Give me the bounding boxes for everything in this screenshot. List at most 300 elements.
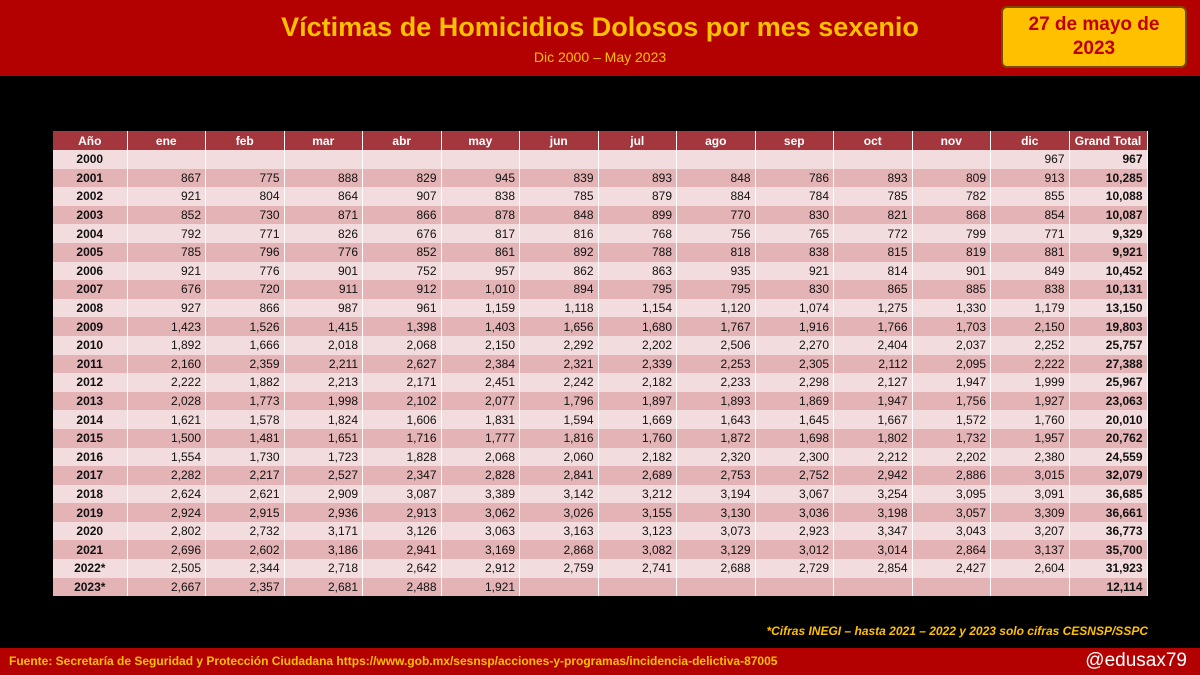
- year-cell: 2007: [53, 280, 127, 299]
- total-cell: 27,388: [1069, 355, 1147, 374]
- month-cell: 885: [912, 280, 991, 299]
- month-cell: 2,688: [677, 559, 756, 578]
- month-cell: 3,014: [834, 540, 913, 559]
- total-cell: 10,088: [1069, 187, 1147, 206]
- month-cell: 3,186: [284, 540, 363, 559]
- month-cell: 786: [755, 169, 834, 188]
- month-cell: 676: [127, 280, 206, 299]
- table-row: [53, 485, 1147, 504]
- month-cell: [284, 150, 363, 169]
- year-cell: 2021: [53, 540, 127, 559]
- month-cell: 2,282: [127, 466, 206, 485]
- table-row: [53, 243, 1147, 262]
- month-cell: 1,760: [598, 429, 677, 448]
- total-cell: 13,150: [1069, 299, 1147, 318]
- month-cell: 1,554: [127, 448, 206, 467]
- month-cell: 884: [677, 187, 756, 206]
- month-cell: 912: [363, 280, 442, 299]
- month-cell: 863: [598, 262, 677, 281]
- total-cell: 967: [1069, 150, 1147, 169]
- month-cell: 2,270: [755, 336, 834, 355]
- month-cell: 815: [834, 243, 913, 262]
- month-cell: [127, 150, 206, 169]
- column-header: ago: [677, 131, 756, 150]
- month-cell: 888: [284, 169, 363, 188]
- month-cell: 2,222: [127, 373, 206, 392]
- source-text: Fuente: Secretaría de Seguridad y Protección Ciudadana https://www.gob.mx/sesnsp/acciones-y-programas/incidencia-delictiva-87005: [9, 654, 778, 668]
- month-cell: 2,018: [284, 336, 363, 355]
- month-cell: 772: [834, 224, 913, 243]
- year-cell: 2011: [53, 355, 127, 374]
- month-cell: 867: [127, 169, 206, 188]
- month-cell: 3,129: [677, 540, 756, 559]
- table-row: [53, 392, 1147, 411]
- month-cell: 799: [912, 224, 991, 243]
- month-cell: 818: [677, 243, 756, 262]
- month-cell: 1,621: [127, 410, 206, 429]
- month-cell: 2,150: [991, 317, 1070, 336]
- month-cell: 2,127: [834, 373, 913, 392]
- year-cell: 2017: [53, 466, 127, 485]
- month-cell: 2,217: [206, 466, 285, 485]
- year-cell: 2009: [53, 317, 127, 336]
- month-cell: 2,604: [991, 559, 1070, 578]
- total-cell: 10,452: [1069, 262, 1147, 281]
- month-cell: 878: [441, 206, 520, 225]
- month-cell: 785: [520, 187, 599, 206]
- month-cell: 1,656: [520, 317, 599, 336]
- month-cell: 2,212: [834, 448, 913, 467]
- year-cell: 2023*: [53, 578, 127, 597]
- month-cell: 1,594: [520, 410, 599, 429]
- month-cell: 1,831: [441, 410, 520, 429]
- month-cell: 809: [912, 169, 991, 188]
- month-cell: 852: [127, 206, 206, 225]
- month-cell: 2,095: [912, 355, 991, 374]
- month-cell: 3,389: [441, 485, 520, 504]
- month-cell: 899: [598, 206, 677, 225]
- month-cell: 3,026: [520, 503, 599, 522]
- month-cell: 1,398: [363, 317, 442, 336]
- month-cell: 2,802: [127, 522, 206, 541]
- year-cell: 2013: [53, 392, 127, 411]
- month-cell: 1,526: [206, 317, 285, 336]
- month-cell: 921: [755, 262, 834, 281]
- table-row: [53, 540, 1147, 559]
- month-cell: [441, 150, 520, 169]
- year-cell: 2003: [53, 206, 127, 225]
- total-cell: 35,700: [1069, 540, 1147, 559]
- month-cell: 1,606: [363, 410, 442, 429]
- date-badge: 27 de mayo de 2023: [1001, 6, 1187, 68]
- month-cell: 771: [991, 224, 1070, 243]
- month-cell: 1,921: [441, 578, 520, 597]
- month-cell: 2,298: [755, 373, 834, 392]
- month-cell: 893: [598, 169, 677, 188]
- month-cell: 852: [363, 243, 442, 262]
- table-row: [53, 299, 1147, 318]
- data-note: *Cifras INEGI – hasta 2021 – 2022 y 2023 solo cifras CESNSP/SSPC: [766, 624, 1148, 638]
- month-cell: 821: [834, 206, 913, 225]
- month-cell: 2,696: [127, 540, 206, 559]
- total-cell: 23,063: [1069, 392, 1147, 411]
- month-cell: 2,357: [206, 578, 285, 597]
- month-cell: 2,681: [284, 578, 363, 597]
- month-cell: 730: [206, 206, 285, 225]
- month-cell: 829: [363, 169, 442, 188]
- month-cell: 2,222: [991, 355, 1070, 374]
- table-row: [53, 355, 1147, 374]
- month-cell: 2,924: [127, 503, 206, 522]
- total-cell: 36,661: [1069, 503, 1147, 522]
- table-row: [53, 373, 1147, 392]
- month-cell: 2,068: [441, 448, 520, 467]
- month-cell: 861: [441, 243, 520, 262]
- month-cell: 1,572: [912, 410, 991, 429]
- month-cell: 804: [206, 187, 285, 206]
- month-cell: 1,760: [991, 410, 1070, 429]
- month-cell: 2,718: [284, 559, 363, 578]
- month-cell: 3,130: [677, 503, 756, 522]
- month-cell: 720: [206, 280, 285, 299]
- column-header: Año: [53, 131, 127, 150]
- month-cell: 3,067: [755, 485, 834, 504]
- table-row: [53, 280, 1147, 299]
- month-cell: 3,163: [520, 522, 599, 541]
- month-cell: 775: [206, 169, 285, 188]
- month-cell: 795: [598, 280, 677, 299]
- month-cell: 2,028: [127, 392, 206, 411]
- month-cell: 1,403: [441, 317, 520, 336]
- month-cell: 2,752: [755, 466, 834, 485]
- month-cell: 881: [991, 243, 1070, 262]
- month-cell: 1,828: [363, 448, 442, 467]
- month-cell: 2,102: [363, 392, 442, 411]
- year-cell: 2004: [53, 224, 127, 243]
- column-header: mar: [284, 131, 363, 150]
- month-cell: 3,057: [912, 503, 991, 522]
- month-cell: 2,942: [834, 466, 913, 485]
- month-cell: [206, 150, 285, 169]
- year-cell: 2022*: [53, 559, 127, 578]
- month-cell: 2,404: [834, 336, 913, 355]
- table-body: [53, 150, 1147, 596]
- month-cell: 1,816: [520, 429, 599, 448]
- month-cell: 2,451: [441, 373, 520, 392]
- month-cell: 2,359: [206, 355, 285, 374]
- month-cell: 1,423: [127, 317, 206, 336]
- year-cell: 2020: [53, 522, 127, 541]
- month-cell: [520, 578, 599, 597]
- month-cell: 1,415: [284, 317, 363, 336]
- table-header-row: [53, 131, 1147, 150]
- column-header: nov: [912, 131, 991, 150]
- year-cell: 2018: [53, 485, 127, 504]
- year-cell: 2016: [53, 448, 127, 467]
- month-cell: 864: [284, 187, 363, 206]
- year-cell: 2001: [53, 169, 127, 188]
- month-cell: 1,010: [441, 280, 520, 299]
- month-cell: [677, 578, 756, 597]
- month-cell: 2,171: [363, 373, 442, 392]
- month-cell: 1,481: [206, 429, 285, 448]
- month-cell: 2,253: [677, 355, 756, 374]
- month-cell: 1,330: [912, 299, 991, 318]
- month-cell: 2,339: [598, 355, 677, 374]
- total-cell: 10,285: [1069, 169, 1147, 188]
- month-cell: 866: [206, 299, 285, 318]
- month-cell: 1,947: [912, 373, 991, 392]
- month-cell: 2,689: [598, 466, 677, 485]
- column-header: may: [441, 131, 520, 150]
- month-cell: 2,211: [284, 355, 363, 374]
- total-cell: 10,087: [1069, 206, 1147, 225]
- month-cell: 2,627: [363, 355, 442, 374]
- year-cell: 2002: [53, 187, 127, 206]
- month-cell: 765: [755, 224, 834, 243]
- footer-bar: [0, 648, 1200, 675]
- month-cell: 3,126: [363, 522, 442, 541]
- month-cell: 1,893: [677, 392, 756, 411]
- month-cell: 1,916: [755, 317, 834, 336]
- month-cell: 967: [991, 150, 1070, 169]
- month-cell: 785: [127, 243, 206, 262]
- month-cell: 862: [520, 262, 599, 281]
- month-cell: 894: [520, 280, 599, 299]
- month-cell: 2,320: [677, 448, 756, 467]
- month-cell: [991, 578, 1070, 597]
- month-cell: 2,384: [441, 355, 520, 374]
- month-cell: 816: [520, 224, 599, 243]
- month-cell: 2,344: [206, 559, 285, 578]
- month-cell: 2,828: [441, 466, 520, 485]
- month-cell: 935: [677, 262, 756, 281]
- month-cell: 913: [991, 169, 1070, 188]
- month-cell: 1,732: [912, 429, 991, 448]
- month-cell: 2,213: [284, 373, 363, 392]
- month-cell: 2,915: [206, 503, 285, 522]
- month-cell: 1,669: [598, 410, 677, 429]
- month-cell: 2,300: [755, 448, 834, 467]
- month-cell: 1,643: [677, 410, 756, 429]
- month-cell: 3,198: [834, 503, 913, 522]
- month-cell: 1,645: [755, 410, 834, 429]
- month-cell: 866: [363, 206, 442, 225]
- month-cell: 2,202: [912, 448, 991, 467]
- table-row: [53, 317, 1147, 336]
- month-cell: [598, 150, 677, 169]
- month-cell: 1,118: [520, 299, 599, 318]
- month-cell: 3,309: [991, 503, 1070, 522]
- month-cell: 3,082: [598, 540, 677, 559]
- month-cell: 1,275: [834, 299, 913, 318]
- month-cell: 3,015: [991, 466, 1070, 485]
- month-cell: [834, 150, 913, 169]
- month-cell: 1,824: [284, 410, 363, 429]
- twitter-handle: @edusax79: [1085, 650, 1187, 671]
- total-cell: 12,114: [1069, 578, 1147, 597]
- table-row: [53, 150, 1147, 169]
- month-cell: 1,872: [677, 429, 756, 448]
- month-cell: 2,729: [755, 559, 834, 578]
- table-row: [53, 224, 1147, 243]
- column-header: jul: [598, 131, 677, 150]
- month-cell: 2,112: [834, 355, 913, 374]
- month-cell: 2,642: [363, 559, 442, 578]
- month-cell: 2,624: [127, 485, 206, 504]
- month-cell: [677, 150, 756, 169]
- month-cell: 2,292: [520, 336, 599, 355]
- month-cell: [755, 150, 834, 169]
- table-row: [53, 206, 1147, 225]
- month-cell: 2,060: [520, 448, 599, 467]
- month-cell: [834, 578, 913, 597]
- month-cell: 1,947: [834, 392, 913, 411]
- month-cell: 1,500: [127, 429, 206, 448]
- column-header: ene: [127, 131, 206, 150]
- month-cell: 3,087: [363, 485, 442, 504]
- table-row: [53, 187, 1147, 206]
- month-cell: 756: [677, 224, 756, 243]
- month-cell: 1,666: [206, 336, 285, 355]
- month-cell: 1,882: [206, 373, 285, 392]
- month-cell: 1,703: [912, 317, 991, 336]
- month-cell: 907: [363, 187, 442, 206]
- month-cell: 1,578: [206, 410, 285, 429]
- total-cell: 32,079: [1069, 466, 1147, 485]
- month-cell: 2,732: [206, 522, 285, 541]
- month-cell: 2,380: [991, 448, 1070, 467]
- month-cell: 839: [520, 169, 599, 188]
- total-cell: 19,803: [1069, 317, 1147, 336]
- month-cell: [520, 150, 599, 169]
- month-cell: 2,347: [363, 466, 442, 485]
- year-cell: 2019: [53, 503, 127, 522]
- month-cell: 893: [834, 169, 913, 188]
- month-cell: 901: [284, 262, 363, 281]
- month-cell: 2,841: [520, 466, 599, 485]
- month-cell: 2,741: [598, 559, 677, 578]
- year-cell: 2010: [53, 336, 127, 355]
- month-cell: 1,159: [441, 299, 520, 318]
- month-cell: 814: [834, 262, 913, 281]
- month-cell: 1,766: [834, 317, 913, 336]
- month-cell: 1,179: [991, 299, 1070, 318]
- month-cell: 3,091: [991, 485, 1070, 504]
- month-cell: 1,716: [363, 429, 442, 448]
- total-cell: 20,010: [1069, 410, 1147, 429]
- table-row: [53, 429, 1147, 448]
- month-cell: 865: [834, 280, 913, 299]
- year-cell: 2000: [53, 150, 127, 169]
- month-cell: 854: [991, 206, 1070, 225]
- month-cell: 2,667: [127, 578, 206, 597]
- month-cell: 3,123: [598, 522, 677, 541]
- month-cell: 3,073: [677, 522, 756, 541]
- month-cell: 768: [598, 224, 677, 243]
- month-cell: 752: [363, 262, 442, 281]
- month-cell: 3,142: [520, 485, 599, 504]
- month-cell: 1,998: [284, 392, 363, 411]
- month-cell: 796: [206, 243, 285, 262]
- month-cell: 911: [284, 280, 363, 299]
- column-header: oct: [834, 131, 913, 150]
- month-cell: 957: [441, 262, 520, 281]
- month-cell: 3,062: [441, 503, 520, 522]
- month-cell: 1,767: [677, 317, 756, 336]
- table-row: [53, 503, 1147, 522]
- month-cell: [912, 150, 991, 169]
- month-cell: 921: [127, 187, 206, 206]
- month-cell: 961: [363, 299, 442, 318]
- month-cell: 788: [598, 243, 677, 262]
- month-cell: 2,427: [912, 559, 991, 578]
- month-cell: 1,927: [991, 392, 1070, 411]
- month-cell: 1,698: [755, 429, 834, 448]
- table-row: [53, 578, 1147, 597]
- year-cell: 2015: [53, 429, 127, 448]
- year-cell: 2012: [53, 373, 127, 392]
- total-cell: 36,685: [1069, 485, 1147, 504]
- column-header: Grand Total: [1069, 131, 1147, 150]
- table-row: [53, 336, 1147, 355]
- month-cell: 1,756: [912, 392, 991, 411]
- month-cell: 892: [520, 243, 599, 262]
- total-cell: 10,131: [1069, 280, 1147, 299]
- month-cell: 2,037: [912, 336, 991, 355]
- month-cell: 1,773: [206, 392, 285, 411]
- month-cell: [363, 150, 442, 169]
- total-cell: 25,967: [1069, 373, 1147, 392]
- month-cell: 3,095: [912, 485, 991, 504]
- month-cell: 826: [284, 224, 363, 243]
- month-cell: 2,621: [206, 485, 285, 504]
- month-cell: 901: [912, 262, 991, 281]
- month-cell: 2,759: [520, 559, 599, 578]
- month-cell: 2,941: [363, 540, 442, 559]
- table-row: [53, 262, 1147, 281]
- year-cell: 2005: [53, 243, 127, 262]
- month-cell: 3,043: [912, 522, 991, 541]
- month-cell: 3,063: [441, 522, 520, 541]
- month-cell: 879: [598, 187, 677, 206]
- month-cell: 2,242: [520, 373, 599, 392]
- month-cell: 2,864: [912, 540, 991, 559]
- month-cell: 3,212: [598, 485, 677, 504]
- column-header: abr: [363, 131, 442, 150]
- month-cell: 830: [755, 280, 834, 299]
- month-cell: 2,160: [127, 355, 206, 374]
- month-cell: 2,527: [284, 466, 363, 485]
- month-cell: 2,202: [598, 336, 677, 355]
- month-cell: 2,305: [755, 355, 834, 374]
- month-cell: 784: [755, 187, 834, 206]
- month-cell: 2,505: [127, 559, 206, 578]
- month-cell: 1,680: [598, 317, 677, 336]
- month-cell: 848: [677, 169, 756, 188]
- month-cell: 3,137: [991, 540, 1070, 559]
- month-cell: 838: [755, 243, 834, 262]
- total-cell: 9,921: [1069, 243, 1147, 262]
- month-cell: 3,347: [834, 522, 913, 541]
- month-cell: 2,913: [363, 503, 442, 522]
- month-cell: 782: [912, 187, 991, 206]
- month-cell: 838: [441, 187, 520, 206]
- month-cell: 838: [991, 280, 1070, 299]
- month-cell: 2,854: [834, 559, 913, 578]
- month-cell: 3,012: [755, 540, 834, 559]
- month-cell: 871: [284, 206, 363, 225]
